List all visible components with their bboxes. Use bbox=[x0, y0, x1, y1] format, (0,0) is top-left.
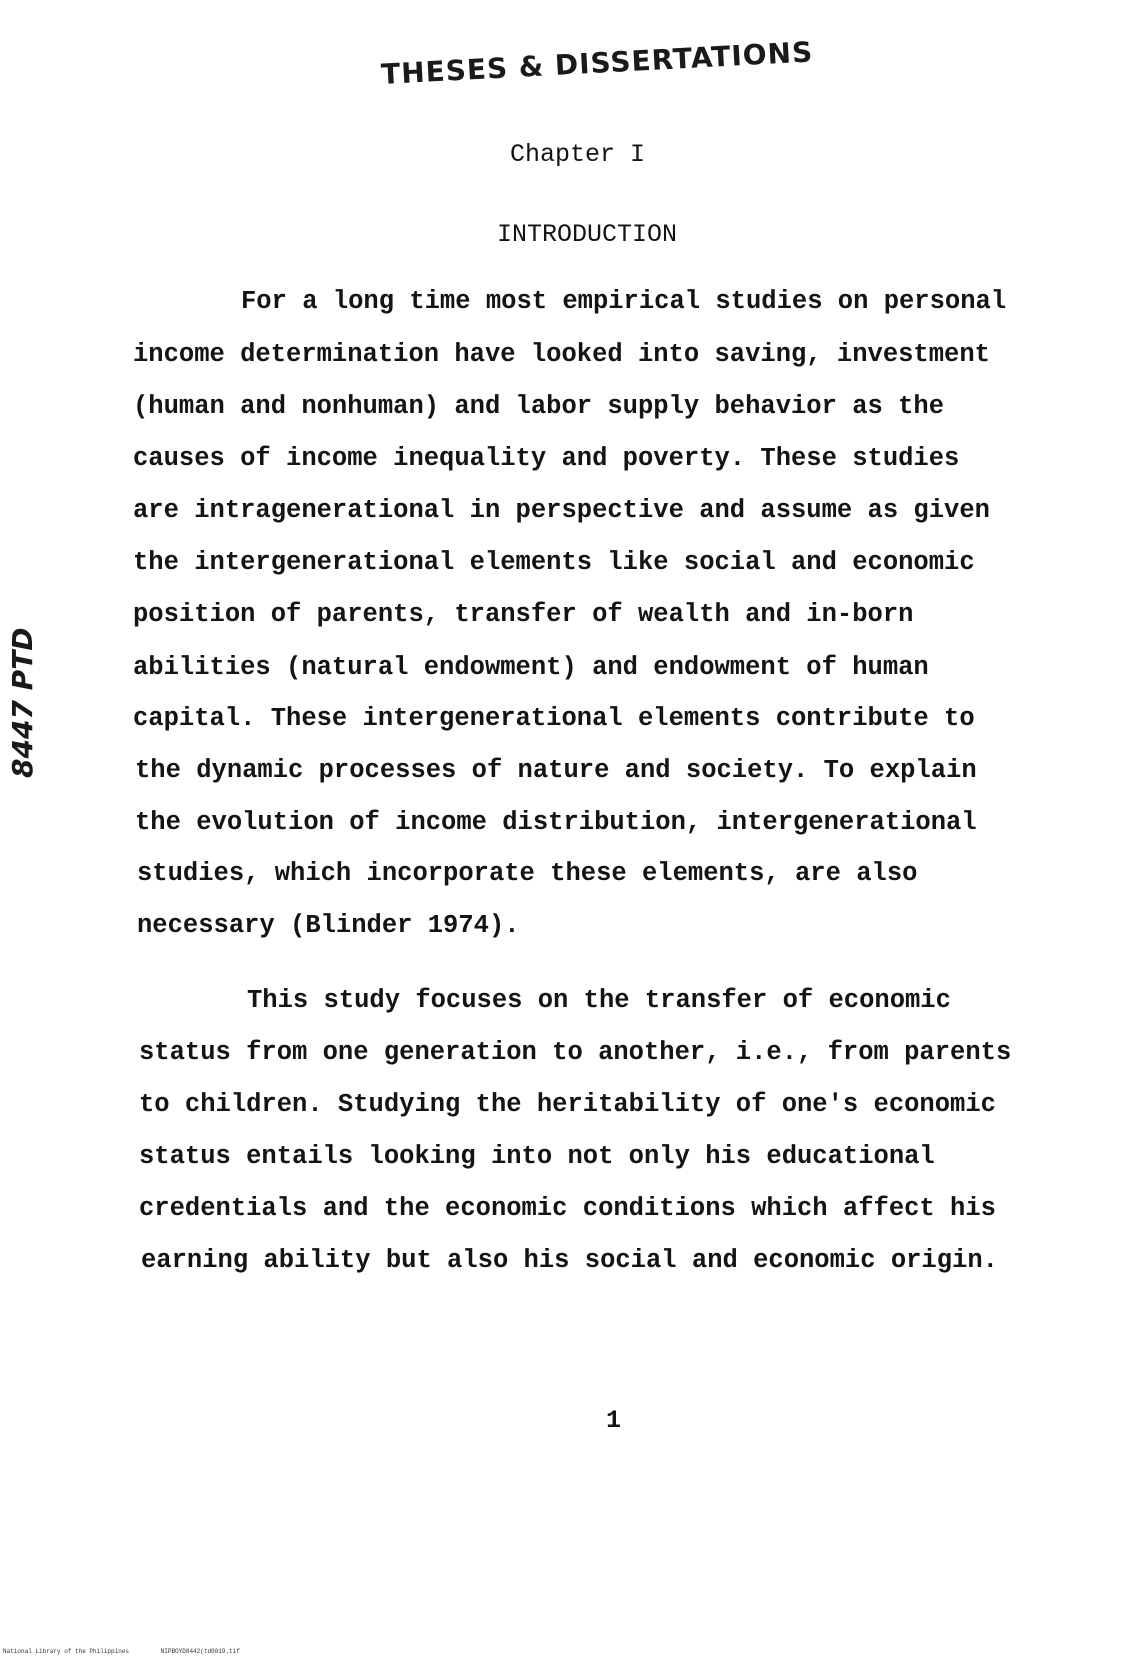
chapter-label: Chapter I bbox=[510, 140, 646, 169]
paragraph-2-line: status entails looking into not only his educational bbox=[139, 1142, 935, 1171]
scan-footer bbox=[3, 1648, 240, 1655]
section-heading: INTRODUCTION bbox=[497, 220, 678, 249]
footer-library-name: National Library of the Philippines bbox=[3, 1648, 130, 1655]
paragraph-2-line: This study focuses on the transfer of economic bbox=[247, 986, 951, 1015]
footer-file-id: NIPBOYD8442(td0019.tif bbox=[160, 1648, 240, 1655]
paragraph-1-line: capital. These intergenerational elements contribute to bbox=[133, 704, 975, 733]
page-number: 1 bbox=[606, 1406, 622, 1435]
paragraph-1-line: necessary (Blinder 1974). bbox=[137, 911, 520, 940]
paragraph-2-line: status from one generation to another, i.e., from parents bbox=[139, 1038, 1012, 1067]
theses-dissertations-stamp: THESES & DISSERTATIONS bbox=[380, 35, 814, 91]
paragraph-2-line: earning ability but also his social and economic origin. bbox=[141, 1246, 998, 1275]
paragraph-1-line: the evolution of income distribution, intergenerational bbox=[135, 808, 977, 837]
handwritten-margin-note: 8447 PTD bbox=[6, 627, 39, 778]
paragraph-1-line: For a long time most empirical studies on personal bbox=[241, 287, 1007, 316]
paragraph-1-line: the dynamic processes of nature and society. To explain bbox=[135, 756, 977, 785]
paragraph-1-line: income determination have looked into saving, investment bbox=[133, 340, 990, 369]
paragraph-1-line: abilities (natural endowment) and endowment of human bbox=[133, 653, 929, 682]
paragraph-1-line: causes of income inequality and poverty. These studies bbox=[133, 444, 960, 473]
paragraph-1-line: are intragenerational in perspective and assume as given bbox=[133, 496, 990, 525]
paragraph-1-line: studies, which incorporate these elements, are also bbox=[137, 859, 918, 888]
paragraph-1-line: the intergenerational elements like social and economic bbox=[133, 548, 975, 577]
paragraph-1-line: position of parents, transfer of wealth and in-born bbox=[133, 600, 914, 629]
paragraph-2-line: credentials and the economic conditions which affect his bbox=[139, 1194, 996, 1223]
paragraph-1-line: (human and nonhuman) and labor supply behavior as the bbox=[133, 392, 945, 421]
paragraph-2-line: to children. Studying the heritability of one's economic bbox=[139, 1090, 996, 1119]
